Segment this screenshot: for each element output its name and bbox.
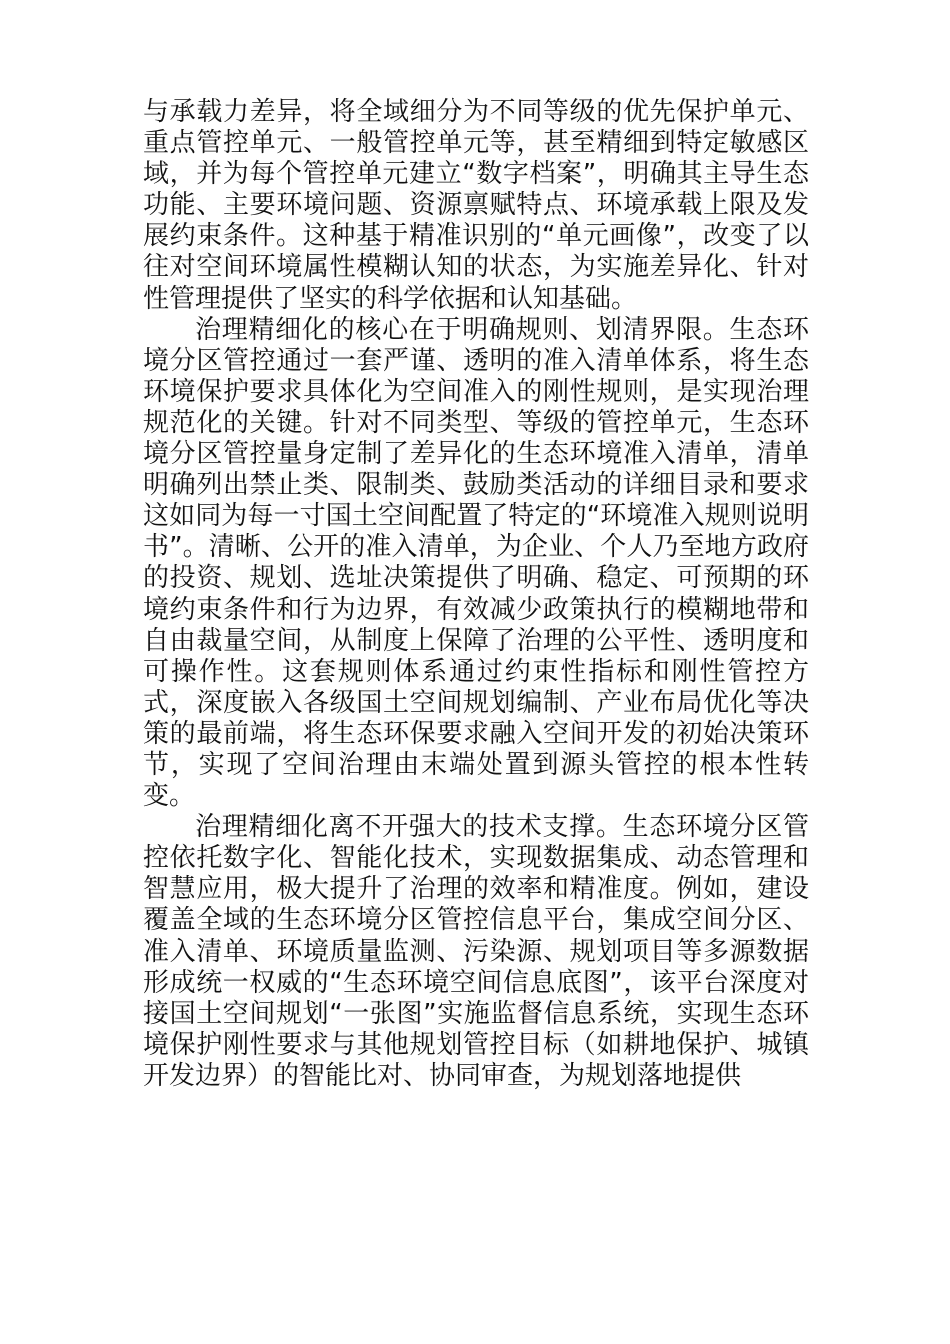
paragraph-rules: 治理精细化的核心在于明确规则、划清界限。生态环境分区管控通过一套严谨、透明的准入清单体系，将生态环境保护要求具体化为空间准入的刚性规则，是实现治理规范化的关键。针对不同类型、等级的管控单元，生态环境分区管控量身定制了差异化的生态环境准入清单，清单明确列出禁止类、限制类、鼓励类活动的详细目录和要求这如同为每一寸国土空间配置了特定的“环境准入规则说明书”。清晰、公开的准入清单，为企业、个人乃至地方政府的投资、规划、选址决策提供了明确、稳定、可预期的环境约束条件和行为边界，有效减少政策执行的模糊地带和自由裁量空间，从制度上保障了治理的公平性、透明度和可操作性。这套规则体系通过约束性指标和刚性管控方式，深度嵌入各级国土空间规划编制、产业布局优化等决策的最前端，将生态环保要求融入空间开发的初始决策环节，实现了空间治理由末端处置到源头管控的根本性转变。 [143,314,809,812]
document-page [143,97,809,1092]
paragraph-technology: 治理精细化离不开强大的技术支撑。生态环境分区管控依托数字化、智能化技术，实现数据集成、动态管理和智慧应用，极大提升了治理的效率和精准度。例如，建设覆盖全域的生态环境分区管控信息平台，集成空间分区、准入清单、环境质量监测、污染源、规划项目等多源数据形成统一权威的“生态环境空间信息底图”，该平台深度对接国土空间规划“一张图”实施监督信息系统，实现生态环境保护刚性要求与其他规划管控目标（如耕地保护、城镇开发边界）的智能比对、协同审查，为规划落地提供 [143,812,809,1091]
paragraph-continued: 与承载力差异，将全域细分为不同等级的优先保护单元、重点管控单元、一般管控单元等，甚至精细到特定敏感区域，并为每个管控单元建立“数字档案”，明确其主导生态功能、主要环境问题、资源禀赋特点、环境承载上限及发展约束条件。这种基于精准识别的“单元画像”，改变了以往对空间环境属性模糊认知的状态，为实施差异化、针对性管理提供了坚实的科学依据和认知基础。 [143,97,809,314]
